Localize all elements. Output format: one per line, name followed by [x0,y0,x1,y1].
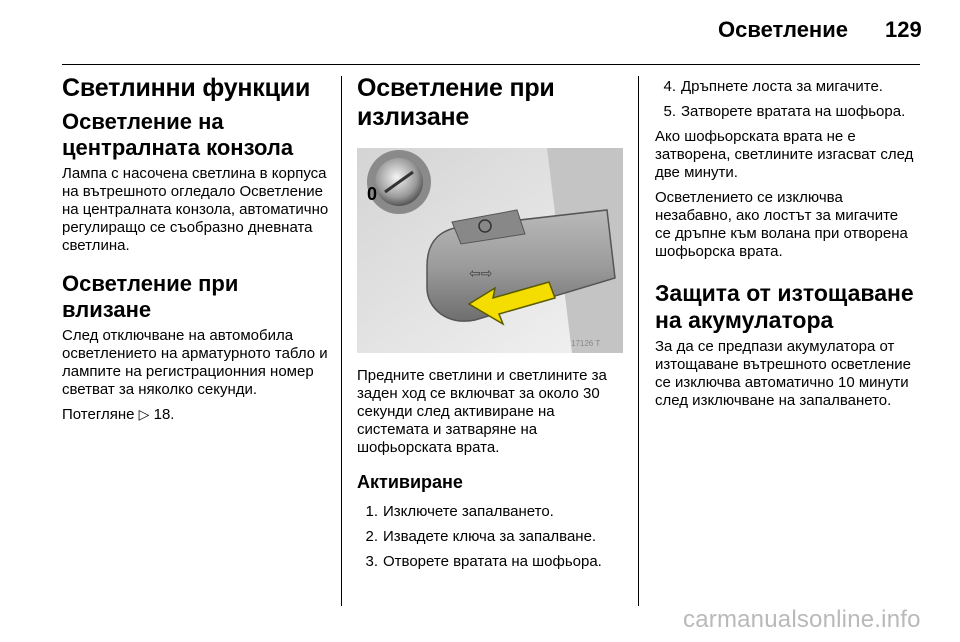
list-item: 5. Затворете вратата на шофьора. [663,103,906,120]
column-2 [357,74,623,578]
running-header-title: Осветление [718,17,848,42]
column-1 [62,74,332,431]
paragraph-battery-protection: За да се предпази акумулатора от изтощаване вътрешното осветление се изключва автоматично 10 минути след изключване на запалването. [655,338,911,409]
figure-code: 17126 T [571,339,601,348]
section-title-light-functions: Светлинни функции [62,74,311,102]
lever-illustration-svg [357,148,623,353]
paragraph-switch-off: Осветлението се изключва незабавно, ако лостът за мигачите се дръпне към волана при отворена шофьорска врата. [655,189,908,260]
heading-battery-protection: Защита от изтощаване на акумулатора [655,280,914,333]
page-number: 129 [885,17,922,42]
list-item: 2. Извадете ключа за запалване. [365,528,597,545]
column-3 [655,78,917,417]
beam-symbol-icon: ⇦⇨ [469,266,493,282]
header-rule [62,64,920,65]
activation-steps-list-continued [655,78,917,121]
list-item: 1. Изключете запалването. [365,503,554,520]
paragraph-console-lighting: Лампа с насочена светлина в корпуса на вътрешното огледало Осветление на централната конзола, автоматично регулиращо се съобразно дневната светлина. [62,165,329,254]
see-also-page[interactable]: 18. [153,406,175,423]
paragraph-entry-lighting: След отключване на автомобила осветлението на арматурното табло и лампите на регистрационния номер светват за няколко секунди. [62,327,328,398]
see-also-reference [62,406,332,424]
activation-steps-list [357,503,623,571]
watermark: carmanualsonline.info [683,606,921,633]
heading-entry-lighting: Осветление при влизане [62,271,239,322]
column-divider-2 [638,76,639,606]
column-divider-1 [341,76,342,606]
list-item: 4. Дръпнете лоста за мигачите. [663,78,883,95]
paragraph-exit-lighting: Предните светлини и светлините за заден ход се включват за около 30 секунди след активиране на системата и затваряне на шофьорската врата. [357,367,607,456]
figure-label-zero: 0 [367,184,378,204]
heading-console-lighting: Осветление на централната конзола [62,109,294,160]
illustration-turn-signal-lever [357,148,623,353]
heading-activation: Активиране [357,472,463,492]
paragraph-door-open: Ако шофьорската врата не е затворена, светлините изгасват след две минути. [655,128,914,181]
see-also-text: Потегляне [62,406,135,423]
triangle-right-icon: ▷ [138,407,150,423]
heading-exit-lighting: Осветление при излизане [357,74,555,131]
list-item: 3. Отворете вратата на шофьора. [365,553,602,570]
